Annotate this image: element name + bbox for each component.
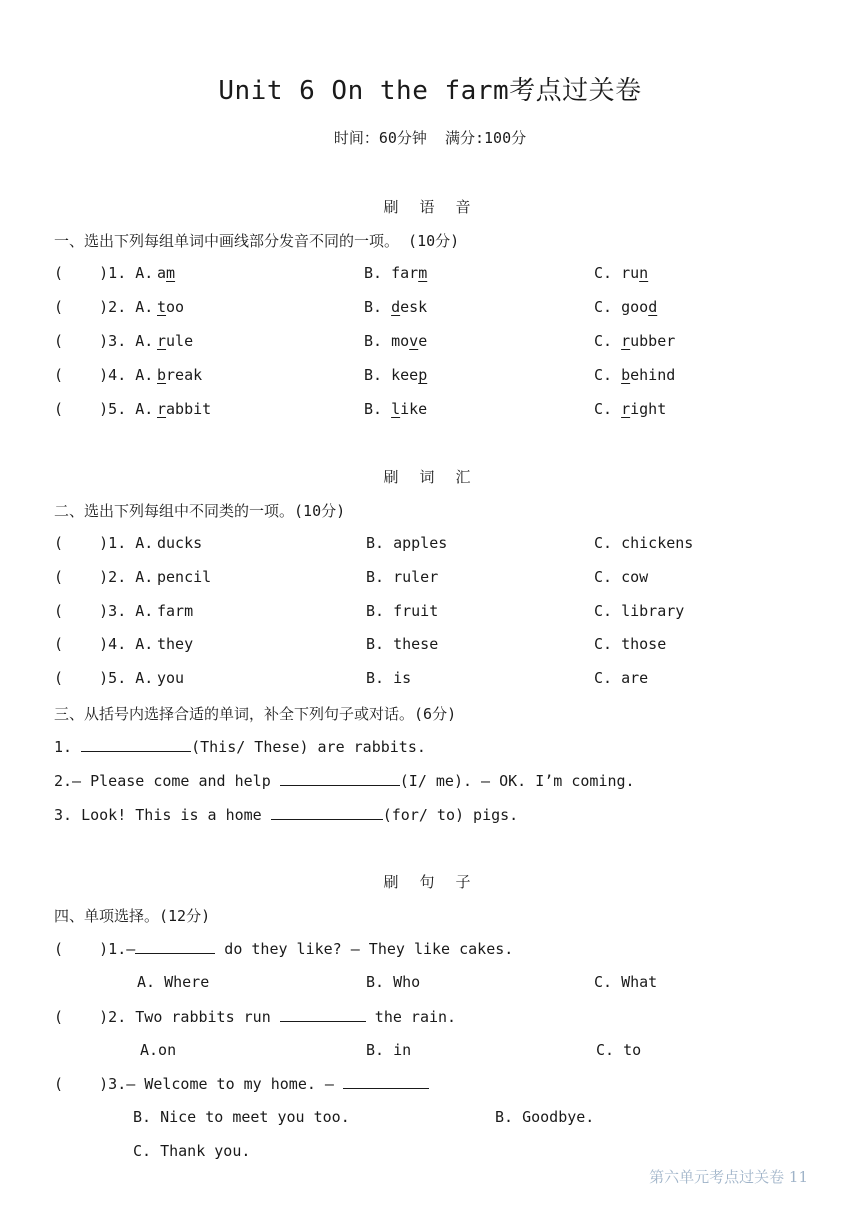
answer-blank[interactable]: [271, 805, 383, 820]
choice-option-b: B. farm: [364, 264, 428, 282]
choice-option-c: C. run: [594, 264, 649, 282]
choice-question-1: ( )1.— do they like? — They like cakes.: [54, 940, 514, 958]
choice-option-a: rabbit: [157, 400, 212, 418]
choice-question-3: ( )3.— Welcome to my home. —: [54, 1074, 429, 1093]
choice-option-b: B. in: [366, 1041, 412, 1059]
section-heading-sentences: 刷 句 子: [383, 873, 477, 891]
choice-option-b: B. ruler: [366, 568, 439, 586]
choice-option-c: C. Thank you.: [133, 1142, 251, 1160]
underlined-letter: d: [391, 298, 401, 316]
underlined-letter: m: [166, 264, 176, 282]
underlined-letter: r: [621, 400, 631, 418]
answer-blank[interactable]: [280, 771, 400, 786]
choice-option-c: C. behind: [594, 366, 676, 384]
choice-option-b: B. keep: [364, 366, 428, 384]
underlined-letter: t: [157, 298, 167, 316]
choice-option-b: B. Who: [366, 973, 421, 991]
underlined-letter: r: [157, 400, 167, 418]
choice-option-a: break: [157, 366, 203, 384]
question-number: ( )2. A.: [54, 298, 154, 316]
choice-option-b: B. these: [366, 635, 439, 653]
underlined-letter: b: [621, 366, 631, 384]
choice-option-a: am: [157, 264, 176, 282]
choice-option-c: C. are: [594, 669, 649, 687]
instruction-phonics: 一、选出下列每组单词中画线部分发音不同的一项。 (10分): [54, 232, 460, 250]
question-number: ( )5. A.: [54, 400, 154, 418]
choice-option-c: C. What: [594, 973, 658, 991]
choice-option-b: B. desk: [364, 298, 428, 316]
instruction-fill: 三、从括号内选择合适的单词，补全下列句子或对话。(6分): [54, 705, 457, 723]
page-title: Unit 6 On the farm考点过关卷: [218, 76, 642, 106]
page-footer: 第六单元考点过关卷 11: [649, 1168, 808, 1186]
fill-question-3: 3. Look! This is a home (for/ to) pigs.: [54, 806, 519, 824]
choice-option-c: C. good: [594, 298, 658, 316]
question-number: ( )4. A.: [54, 366, 154, 384]
choice-option-b: B. like: [364, 400, 428, 418]
choice-option-a: rule: [157, 332, 194, 350]
section-heading-vocab: 刷 词 汇: [383, 468, 477, 486]
underlined-letter: n: [639, 264, 649, 282]
answer-blank[interactable]: [135, 939, 215, 954]
question-number: ( )1. A.: [54, 264, 154, 282]
question-number: ( )3. A.: [54, 332, 154, 350]
question-number: ( )1. A.: [54, 534, 154, 552]
underlined-letter: p: [418, 366, 428, 384]
choice-option-a: farm: [157, 602, 194, 620]
choice-option-c: C. library: [594, 602, 685, 620]
choice-option-c: C. right: [594, 400, 667, 418]
choice-option-c: C. rubber: [594, 332, 676, 350]
choice-option-a: pencil: [157, 568, 212, 586]
choice-option-b: B. fruit: [366, 602, 439, 620]
choice-option-a: they: [157, 635, 194, 653]
instruction-choice: 四、单项选择。(12分): [54, 907, 211, 925]
choice-option-a: too: [157, 298, 185, 316]
answer-blank[interactable]: [343, 1074, 429, 1089]
choice-option-c: C. chickens: [594, 534, 694, 552]
instruction-vocab: 二、选出下列每组中不同类的一项。(10分): [54, 502, 346, 520]
section-heading-phonics: 刷 语 音: [383, 198, 477, 216]
choice-option-c: C. those: [594, 635, 667, 653]
choice-option-c: C. to: [596, 1041, 642, 1059]
choice-question-2: ( )2. Two rabbits run the rain.: [54, 1008, 457, 1026]
underlined-letter: v: [409, 332, 419, 350]
choice-option-b: B. apples: [366, 534, 448, 552]
choice-option-b: B. is: [366, 669, 412, 687]
question-number: ( )3. A.: [54, 602, 154, 620]
question-number: ( )2. A.: [54, 568, 154, 586]
underlined-letter: r: [157, 332, 167, 350]
choice-option-a: B. Nice to meet you too.: [133, 1108, 350, 1126]
answer-blank[interactable]: [280, 1007, 366, 1022]
choice-option-a: ducks: [157, 534, 203, 552]
choice-option-c: C. cow: [594, 568, 649, 586]
choice-option-a: A. Where: [137, 973, 210, 991]
choice-option-a: A.on: [140, 1041, 177, 1059]
question-number: ( )5. A.: [54, 669, 154, 687]
underlined-letter: m: [418, 264, 428, 282]
choice-option-b: B. move: [364, 332, 428, 350]
question-number: ( )4. A.: [54, 635, 154, 653]
underlined-letter: b: [157, 366, 167, 384]
answer-blank[interactable]: [81, 737, 191, 752]
fill-question-1: 1. (This/ These) are rabbits.: [54, 738, 426, 756]
fill-question-2: 2.— Please come and help (I/ me). — OK. I’m coming.: [54, 772, 635, 790]
underlined-letter: l: [391, 400, 401, 418]
choice-option-b: B. Goodbye.: [495, 1108, 595, 1126]
choice-option-a: you: [157, 669, 185, 687]
underlined-letter: d: [648, 298, 658, 316]
exam-time-score: 时间：60分钟 满分:100分: [333, 129, 527, 147]
underlined-letter: r: [621, 332, 631, 350]
